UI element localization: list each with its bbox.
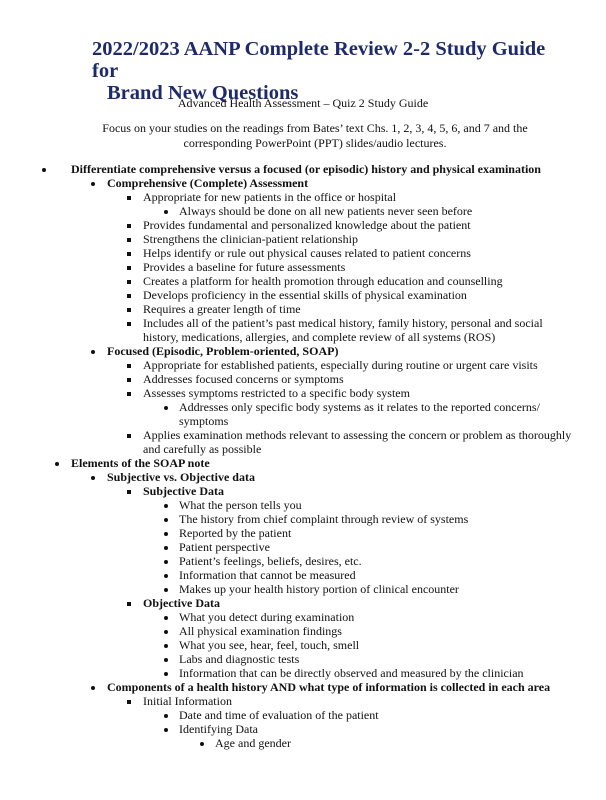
outline-item-l4: Patient perspective (179, 540, 270, 554)
bullet-dot (164, 546, 168, 550)
bullet-square (127, 322, 131, 326)
bullet-dot (164, 560, 168, 564)
bullet-square (127, 490, 131, 494)
outline-item-l4: Reported by the patient (179, 526, 292, 540)
outline-item-l4: Date and time of evaluation of the patient (179, 708, 379, 722)
bullet-square (127, 238, 131, 242)
outline-item-l3: Provides a baseline for future assessments (143, 260, 346, 274)
bullet-square (127, 252, 131, 256)
outline-item-l4: The history from chief complaint through review of systems (179, 512, 469, 526)
bullet-dot (164, 728, 168, 732)
outline-item-l4: What you detect during examination (179, 610, 355, 624)
bullet-square (127, 434, 131, 438)
bullet-square (127, 378, 131, 382)
outline-item-l3: Provides fundamental and personalized knowledge about the patient (143, 218, 471, 232)
bullet-square (127, 700, 131, 704)
bullet-square (127, 196, 131, 200)
outline-item-l1: Elements of the SOAP note (71, 456, 210, 470)
bullet-square (127, 392, 131, 396)
bullet-square (127, 308, 131, 312)
outline-item-l3: Creates a platform for health promotion through education and counselling (143, 274, 503, 288)
bullet-dot (91, 686, 95, 690)
subtitle: Advanced Health Assessment – Quiz 2 Study Guide (177, 96, 429, 110)
outline-item-l4: What the person tells you (179, 498, 302, 512)
bullet-square (127, 266, 131, 270)
outline-item-l3: Assesses symptoms restricted to a specific body system (143, 386, 410, 400)
outline-item-l3: Initial Information (143, 694, 232, 708)
bullet-dot (42, 168, 46, 172)
outline-item-l4: Always should be done on all new patients never seen before (179, 204, 473, 218)
outline-item-l3: Applies examination methods relevant to assessing the concern or problem as thoroughly and carefully as possible (143, 428, 572, 456)
outline-item-l2: Focused (Episodic, Problem-oriented, SOAP) (107, 344, 339, 358)
bullet-dot (164, 672, 168, 676)
outline-item-l4: Information that cannot be measured (179, 568, 356, 582)
outline-item-l3: Strengthens the clinician-patient relationship (143, 232, 358, 246)
outline-item-l4: Information that can be directly observed and measured by the clinician (179, 666, 524, 680)
bullet-square (127, 364, 131, 368)
bullet-square (127, 280, 131, 284)
outline-item-l3: Helps identify or rule out physical causes related to patient concerns (143, 246, 471, 260)
outline-item-l3: Addresses focused concerns or symptoms (143, 372, 344, 386)
title-line-1: 2022/2023 AANP Complete Review 2-2 Study Guide for (92, 38, 546, 82)
bullet-dot (91, 182, 95, 186)
bullet-dot (164, 658, 168, 662)
document-title (92, 38, 562, 104)
bullet-dot (164, 210, 168, 214)
outline-item-l4: Addresses only specific body systems as it relates to the reported concerns/ symptoms (179, 400, 540, 428)
outline-item-l1: Differentiate comprehensive versus a focused (or episodic) history and physical examination (71, 162, 541, 176)
bullet-dot (164, 574, 168, 578)
outline-item-l3: Appropriate for established patients, especially during routine or urgent care visits (143, 358, 538, 372)
outline-item-l4: Patient’s feelings, beliefs, desires, etc. (179, 554, 362, 568)
bullet-square (127, 224, 131, 228)
bullet-dot (164, 644, 168, 648)
bullet-dot (164, 588, 168, 592)
bullet-dot (164, 518, 168, 522)
focus-paragraph: Focus on your studies on the readings from Bates’ text Chs. 1, 2, 3, 4, 5, 6, and 7 and the corresponding PowerPoint (PPT) slides/audio lectures. (102, 121, 528, 150)
outline-item-l3: Requires a greater length of time (143, 302, 301, 316)
outline-item-l3: Develops proficiency in the essential skills of physical examination (143, 288, 467, 302)
outline-item-l3: Appropriate for new patients in the office or hospital (143, 190, 397, 204)
bullet-square (127, 294, 131, 298)
title-line-2: Brand New Questions (107, 82, 299, 104)
outline-item-l2: Components of a health history AND what type of information is collected in each area (107, 680, 551, 694)
outline-item-l4: All physical examination findings (179, 624, 342, 638)
bullet-dot (91, 476, 95, 480)
outline-item-l4: Makes up your health history portion of clinical encounter (179, 582, 459, 596)
bullet-dot (164, 504, 168, 508)
outline-item-l4: Labs and diagnostic tests (179, 652, 300, 666)
bullet-dot (55, 462, 59, 466)
bullet-square (127, 602, 131, 606)
bullet-dot (164, 616, 168, 620)
outline-item-l4: What you see, hear, feel, touch, smell (179, 638, 360, 652)
outline-item-l4: Identifying Data (179, 722, 258, 736)
outline-item-l5: Age and gender (215, 736, 291, 750)
outline-item-l3: Subjective Data (143, 484, 224, 498)
bullet-dot (164, 630, 168, 634)
bullet-dot (164, 406, 168, 410)
bullet-dot (200, 742, 204, 746)
outline-item-l3: Includes all of the patient’s past medical history, family history, personal and social history, medications, allergies, and complete review of all systems (ROS) (143, 316, 543, 344)
bullet-dot (164, 714, 168, 718)
outline-item-l3: Objective Data (143, 596, 220, 610)
outline-item-l2: Subjective vs. Objective data (107, 470, 255, 484)
bullet-dot (91, 350, 95, 354)
bullet-dot (164, 532, 168, 536)
outline-item-l2: Comprehensive (Complete) Assessment (107, 176, 309, 190)
